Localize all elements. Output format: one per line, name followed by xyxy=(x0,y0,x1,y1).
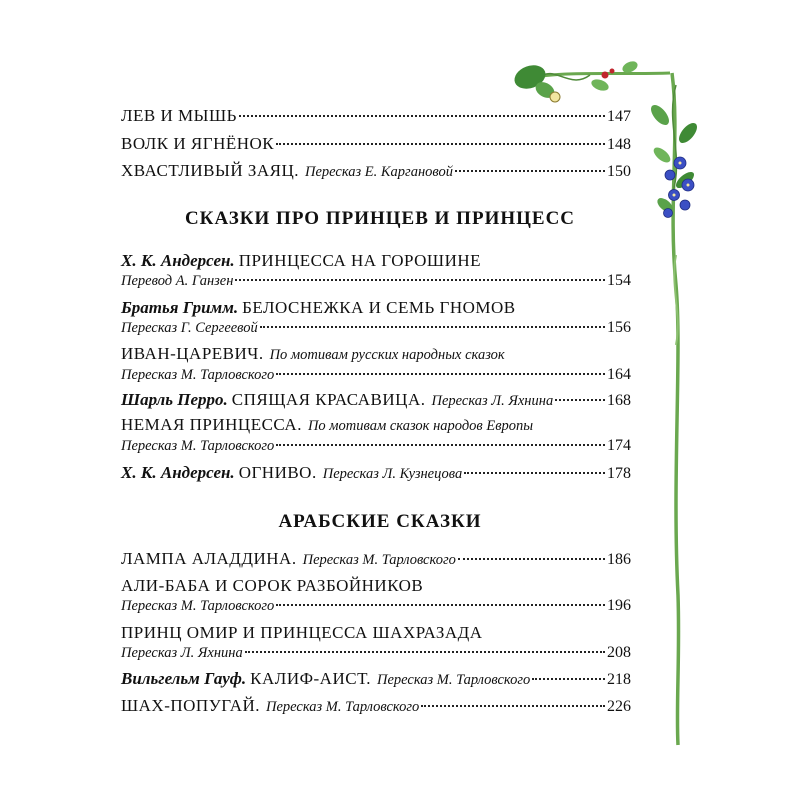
entry-note: По мотивам сказок народов Европы xyxy=(307,418,534,434)
page-number: 154 xyxy=(607,272,631,289)
entry-note: По мотивам русских народных сказок xyxy=(269,347,505,363)
entry-title: ОГНИВО. xyxy=(238,463,317,482)
entry-subtitle: Пересказ М. Тарловского xyxy=(121,598,275,614)
page-number: 196 xyxy=(607,597,631,614)
entry-title: БЕЛОСНЕЖКА И СЕМЬ ГНОМОВ xyxy=(242,298,516,317)
page-number: 178 xyxy=(607,465,631,482)
entry-author: Братья Гримм. xyxy=(121,298,239,317)
page-number: 156 xyxy=(607,319,631,336)
entry-subtitle: Пересказ Л. Яхнина xyxy=(121,645,243,661)
entry-subtitle: Пересказ Г. Сергеевой xyxy=(121,320,258,336)
entry-title: ШАХ-ПОПУГАЙ. xyxy=(121,696,261,715)
floral-vine-icon xyxy=(500,55,720,755)
entry-note: Пересказ М. Тарловского xyxy=(266,699,420,715)
entry-title: ПРИНЦ ОМИР И ПРИНЦЕССА ШАХРАЗАДА xyxy=(121,623,483,642)
entry-author: Шарль Перро. xyxy=(121,390,228,409)
entry-author: Х. К. Андерсен. xyxy=(121,463,235,482)
entry-author: Вильгельм Гауф. xyxy=(121,669,247,688)
entry-note: Пересказ Е. Каргановой xyxy=(305,164,453,180)
page-number: 174 xyxy=(607,437,631,454)
entry-title: СПЯЩАЯ КРАСАВИЦА. xyxy=(231,390,426,409)
section-heading: СКАЗКИ ПРО ПРИНЦЕВ И ПРИНЦЕСС xyxy=(184,208,576,229)
page-number: 150 xyxy=(607,163,631,180)
entry-title: ВОЛК И ЯГНЁНОК xyxy=(121,134,275,153)
entry-title: ИВАН-ЦАРЕВИЧ. xyxy=(121,344,264,363)
page-number: 218 xyxy=(607,671,631,688)
entry-note: Пересказ М. Тарловского xyxy=(302,552,456,568)
page-number: 148 xyxy=(607,136,631,153)
page-number: 164 xyxy=(607,366,631,383)
entry-subtitle: Перевод А. Ганзен xyxy=(121,273,234,289)
entry-title: НЕМАЯ ПРИНЦЕССА. xyxy=(121,415,302,434)
section-heading: АРАБСКИЕ СКАЗКИ xyxy=(278,511,482,532)
entry-note: Пересказ Л. Яхнина xyxy=(431,393,554,409)
entry-title: ЛЕВ И МЫШЬ xyxy=(121,106,237,125)
page-number: 208 xyxy=(607,644,631,661)
entry-note: Пересказ М. Тарловского xyxy=(377,672,531,688)
entry-title: КАЛИФ-АИСТ. xyxy=(250,669,372,688)
page-number: 226 xyxy=(607,698,631,715)
entry-note: Пересказ Л. Кузнецова xyxy=(322,466,463,482)
entry-author: Х. К. Андерсен. xyxy=(121,251,235,270)
entry-title: АЛИ-БАБА И СОРОК РАЗБОЙНИКОВ xyxy=(121,576,424,595)
entry-subtitle: Пересказ М. Тарловского xyxy=(121,367,275,383)
page-number: 186 xyxy=(607,551,631,568)
entry-title: ПРИНЦЕССА НА ГОРОШИНЕ xyxy=(238,251,482,270)
entry-title: ХВАСТЛИВЫЙ ЗАЯЦ. xyxy=(121,161,300,180)
entry-subtitle: Пересказ М. Тарловского xyxy=(121,438,275,454)
page-number: 168 xyxy=(607,392,631,409)
page-number: 147 xyxy=(607,108,631,125)
entry-title: ЛАМПА АЛАДДИНА. xyxy=(121,549,297,568)
